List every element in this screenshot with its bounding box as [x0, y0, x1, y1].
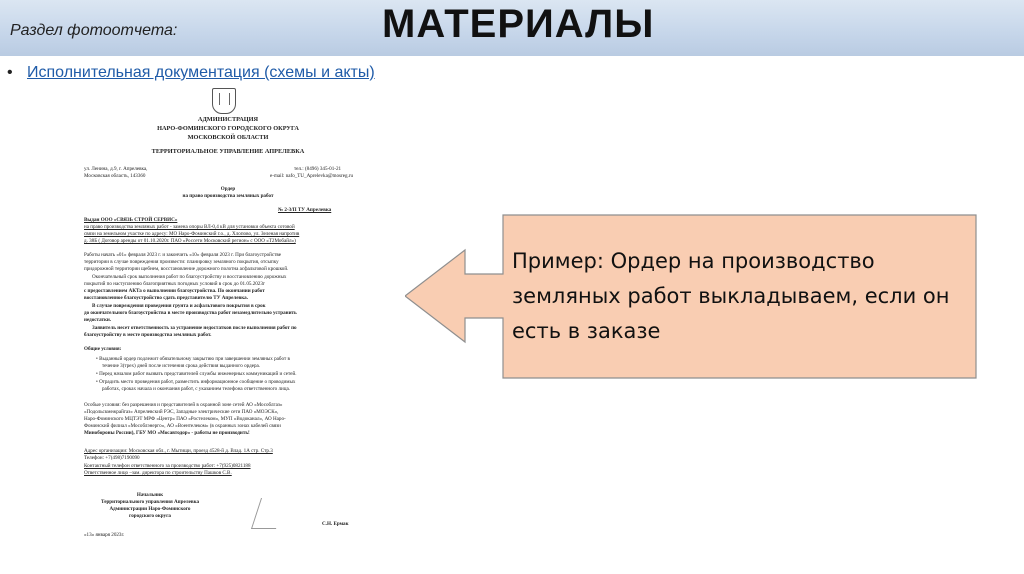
doc-signer: С.Н. Ермак [322, 521, 349, 527]
doc-resp-line2: благоустройству в месте производства земляных работ. [84, 332, 212, 338]
doc-order-title: Ордер [220, 186, 236, 192]
coat-of-arms-icon [212, 88, 236, 114]
doc-email: e-mail: nafo_TU_Aprelevka@mosreg.ru [270, 173, 354, 179]
doc-deadline-line3: с предоставлением АКТа о выполнении благоустройства. По окончании работ [84, 288, 265, 294]
doc-sign-line3: Администрации Наро-Фоминского [109, 506, 191, 512]
doc-sign-line4: городского округа [129, 513, 171, 519]
doc-special-line5: Минобороны России), ГБУ МО «Мосавтодор» - работы не производить! [84, 430, 250, 436]
doc-order-subtitle: на право производства земляных работ [182, 193, 274, 199]
doc-org-line1: АДМИНИСТРАЦИЯ [197, 116, 259, 123]
doc-purpose-line2: связи на земельном участке по адресу: МО Наро-Фоминский г.о., д. Хлопово, ул. Зеленая напротив [84, 231, 300, 237]
doc-date: «13» января 2023г. [84, 532, 125, 538]
doc-responsible: Ответственное лицо –зам. директора по строительству Пашков С.В. [84, 470, 232, 476]
doc-deadline-line1: Окончательный срок выполнения работ по благоустройству и восстановлению дорожных [92, 274, 287, 280]
doc-cond3-line2: работах, сроках начала и окончания работ, с указанием телефона ответственного лица. [102, 386, 291, 392]
signature-mark [251, 498, 286, 529]
doc-deadline-line2: покрытий по наступлению благоприятных погодных условий в срок до 01.05.2023г [84, 281, 265, 287]
doc-cond2: • Перед началом работ вызвать представителей службы инженерных коммуникаций и сетей. [96, 371, 297, 378]
doc-cond1-line2: течение 3(трех) дней после истечения срока действия выданного ордера. [102, 363, 261, 369]
doc-issued-to: Выдан ООО «СВЯЗЬ СТРОЙ СЕРВИС» [84, 217, 178, 223]
doc-conditions-title: Общие условия: [84, 346, 122, 352]
doc-soil-line3: недостатки. [84, 317, 112, 323]
doc-dates-line3: придорожной территории щебнем, восстановление дорожного полотна асфальтовой крошкой. [84, 266, 289, 272]
doc-contact-phone: Контактный телефон ответственного за производство работ: +7(925)0821188 [84, 463, 251, 469]
doc-dept: ТЕРРИТОРИАЛЬНОЕ УПРАВЛЕНИЕ АПРЕЛЕВКА [151, 148, 305, 155]
doc-dates-line1: Работы начать «01» февраля 2023 г. и закончить «10» февраля 2023 г. При благоустройстве [84, 252, 282, 258]
order-document-scan [70, 84, 386, 554]
doc-org-address: Адрес организации: Московская обл., г. Мытищи, проезд 4528-й д. Влад. 1А стр. Стр.3 [84, 448, 273, 454]
bullet-marker: • [7, 64, 13, 81]
doc-soil-line2: до окончательного благоустройства в месте производства работ незамедлительно устранить [84, 310, 297, 316]
doc-cond1-line1: • Выданный ордер подлежит обязательному закрытию при завершении земляных работ в [96, 356, 290, 363]
doc-phone: тел.: (8496) 345-01-21 [294, 166, 342, 172]
doc-soil-line1: В случае повреждения проведения грунта и асфальтового покрытия в срок [92, 303, 266, 309]
doc-address-line2: Московская область, 143360 [84, 173, 146, 179]
documentation-link[interactable]: Исполнительная документация (схемы и акты) [27, 64, 375, 81]
slide-title: МАТЕРИАЛЫ [382, 2, 655, 46]
doc-cond3-line1: • Оградить место проведения работ, разместить информационное сообщение о проводимых [96, 379, 295, 386]
doc-sign-line2: Территориального управления Апрелевка [101, 499, 199, 505]
doc-special-line1: Особые условия: без разрешения и представителей в охранной зоне сетей АО «Мособлгаз» [84, 402, 283, 408]
doc-order-number: № 2-3/П ТУ Апрелевка [278, 207, 332, 213]
doc-special-line4: Фоминский филиал «Мособлэнерго», АО «Воентелеком» (в охранных зонах кабелей связи [84, 423, 281, 429]
doc-purpose-line3: д. 38Б ( Договор аренды от 01.10.2020г. ПАО «Россети Московский регион» с ООО «Т2Мобайл») [84, 238, 296, 244]
doc-deadline-line4: восстановленное благоустройство сдать представителю ТУ Апрелевка. [84, 295, 248, 301]
doc-special-line2: «Подольскмежрайгаз» Апрелевский РЭС, Западные электрические сети ПАО «МОЭСК», [84, 409, 279, 415]
section-label: Раздел фотоотчета: [10, 22, 178, 39]
callout-text: Пример: Ордер на производство земляных работ выкладываем, если он есть в заказе [512, 249, 950, 343]
doc-special-line3: Наро-Фоминского МЦТЭТ МРФ «Центр» ПАО «Ростелеком», МУП «Водоканал», АО Наро- [84, 416, 286, 422]
doc-address-line1: ул. Ленина, д.9, г. Апрелевка, [84, 166, 148, 172]
doc-sign-line1: Начальник [136, 492, 164, 498]
doc-purpose-line1: на право производства земляных работ - замена опоры ВЛ-0,4 кВ для установки объекта сотовой [84, 224, 295, 230]
doc-resp-line1: Заявитель несет ответственность за устранение недостатков после выполнения работ по [92, 325, 297, 331]
doc-dates-line2: территории в случае повреждения произвести: планировку земляного покрытия, отсыпку [84, 259, 279, 265]
doc-org-phone: Телефон: +7(498)7190090 [84, 455, 140, 461]
doc-org-line2: НАРО-ФОМИНСКОГО ГОРОДСКОГО ОКРУГА [157, 125, 299, 132]
doc-org-line3: МОСКОВСКОЙ ОБЛАСТИ [187, 134, 269, 141]
